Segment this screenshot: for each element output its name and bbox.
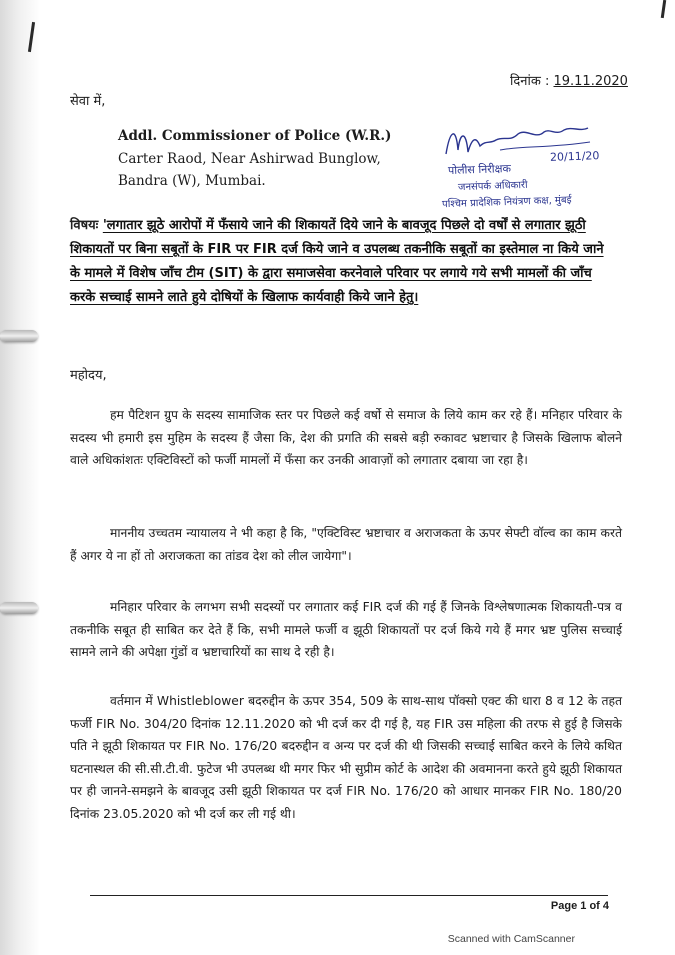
body-paragraph: मनिहार परिवार के लगभग सभी सदस्यों पर लगातार कई FIR दर्ज की गई हैं जिनके विश्लेषणात्मक शिकायती-पत्र व तकनीकि सबूत ही साबित कर देते हैं कि, सभी मामले फर्जी व झूठी शिकायतों पर दर्ज किये गये हैं मगर भ्रष्ट पुलिस सच्चाई सामने लाने की अपेक्षा गुंडों व भ्रष्टाचारियों का साथ दे रही है। xyxy=(70,600,622,659)
recipient-address-line: Carter Raod, Near Ashirwad Bunglow, xyxy=(118,151,381,167)
body-paragraph: वर्तमान में Whistleblower बदरुद्दीन के ऊपर 354, 509 के साथ-साथ पॉक्सो एक्ट की धारा 8 व 12 के तहत फर्जी FIR No. 304/20 दिनांक 12.11.2020 को भी दर्ज कर दी गई है, यह FIR उस महिला की तरफ से हुई है जिसके पति ने झूठी शिकायत पर FIR No. 176/20 बदरुद्दीन व अन्य पर दर्ज की थी जिसकी सच्चाई साबित करने के लिये कथित घटनास्थल की सी.सी.टी.वी. फुटेज भी उपलब्ध थी मगर फिर भी सुप्रीम कोर्ट के आदेश की अवमानना करते हुये झूठी शिकायत पर ही जानने-समझने के बावजूद उसी झूठी शिकायत पर दर्ज FIR No. 176/20 को आधार मानकर FIR No. 180/20 दिनांक 23.05.2020 को भी दर्ज कर ली गई थी। xyxy=(70,694,622,821)
recipient-city: Bandra (W), Mumbai. xyxy=(118,173,266,189)
receipt-stamp xyxy=(430,120,650,220)
scanner-watermark: Scanned with CamScanner xyxy=(447,933,575,945)
body-paragraph: माननीय उच्चतम न्यायालय ने भी कहा है कि, "एक्टिविस्ट भ्रष्टाचार व अराजकता के ऊपर सेफ्टी वॉल्व का काम करते हैं अगर ये ना हों तो अराजकता का तांडव देश को लील जायेगा"। xyxy=(70,526,622,563)
binder-clip-bottom xyxy=(0,602,38,614)
subject-label: विषयः xyxy=(70,218,99,233)
footer-divider xyxy=(90,895,608,896)
letter-date: दिनांक : 19.11.2020 xyxy=(510,74,628,89)
letter-subject xyxy=(70,214,618,310)
scan-left-edge-shadow xyxy=(0,0,40,955)
binder-clip-top xyxy=(0,330,38,342)
signature-date: 20/11/20 xyxy=(549,149,600,164)
page-number: Page 1 of 4 xyxy=(550,900,609,912)
body-paragraph: हम पैटिशन ग्रुप के सदस्य सामाजिक स्तर पर पिछले कई वर्षो से समाज के लिये काम कर रहे हैं। मनिहार परिवार के सदस्य भी हमारी इस मुहिम के सदस्य हैं जैसा कि, देश की प्रगति की सबसे बड़ी रुकावट भ्रष्टाचार है जिसके खिलाफ बोलने वाले अधिकांशतः एक्टिविस्टों को फर्जी मामलों में फँसा कर उनकी आवाज़ों को लगातार दबाया जा रहा है। xyxy=(70,408,622,467)
scan-corner-mark-right xyxy=(661,0,666,18)
subject-text: 'लगातार झूठे आरोपों में फँसाये जाने की शिकायतें दिये जाने के बावजूद पिछले दो वर्षों से लगातार झूठी शिकायतों पर बिना सबूतों के FIR पर FIR दर्ज किये जाने व उपलब्ध तकनीकि सबूतों का इस्तेमाल ना किये जाने के मामले में विशेष जाँच टीम (SIT) के द्वारा समाजसेवा करनेवाले परिवार पर लगाये गये सभी मामलों की जाँच करके सच्चाई सामने लाते हुये दोषियों के खिलाफ कार्यवाही किये जाने हेतु। xyxy=(70,218,604,305)
salutation-to: सेवा में, xyxy=(70,94,106,109)
salutation: महोदय, xyxy=(70,368,107,383)
stamp-officer: जनसंपर्क अधिकारी xyxy=(457,179,528,194)
stamp-office: पश्चिम प्रादेशिक नियंत्रण कक्ष, मुंबई xyxy=(441,194,572,211)
stamp-designation: पोलीस निरीक्षक xyxy=(447,161,512,178)
recipient-title: Addl. Commissioner of Police (W.R.) xyxy=(118,128,392,144)
